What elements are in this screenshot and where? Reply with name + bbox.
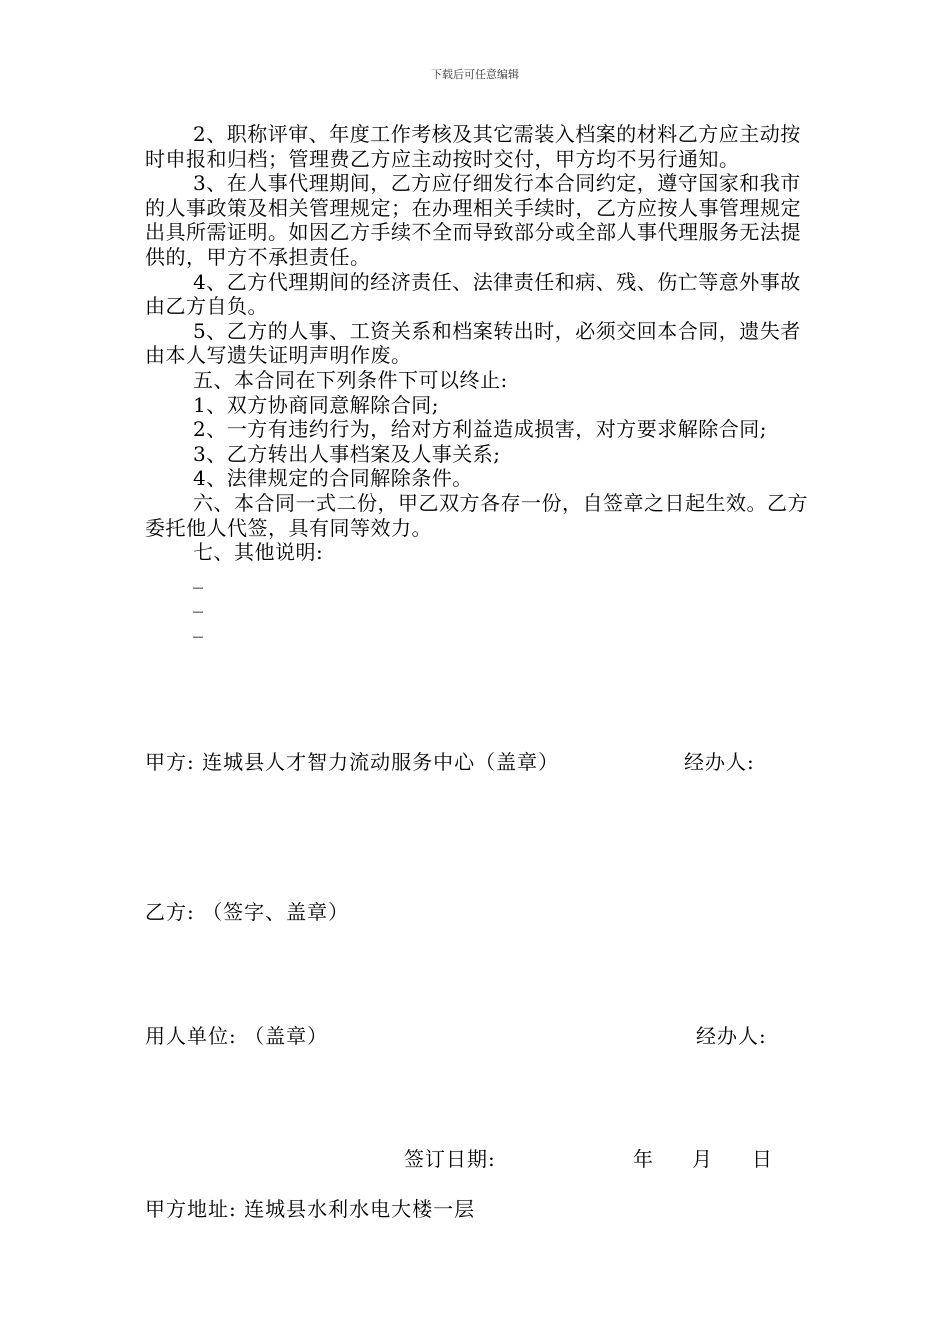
clause-5-4: 4、法律规定的合同解除条件。 [193,466,473,491]
party-a-address: 甲方地址: 连城县水利水电大楼一层 [145,1197,476,1221]
contract-body [145,122,817,638]
date-month: 月 [692,1147,713,1171]
party-b-line: 乙方: （签字、盖章） [145,900,350,924]
clause-5-3: 3、乙方转出人事档案及人事关系; [193,441,501,466]
clause-4-4: 4、乙方代理期间的经济责任、法律责任和病、残、伤亡等意外事故由乙方自负。 [145,269,801,319]
employer-line: 用人单位: （盖章） [145,1024,329,1048]
blank-line: _ [193,613,204,638]
header-note: 下载后可任意编辑 [431,68,519,81]
clause-5-1: 1、双方协商同意解除合同; [193,392,439,417]
section-6: 六、本合同一式二份，甲乙双方各存一份，自签章之日起生效。乙方委托他人代签，具有同等效力。 [145,490,808,540]
clause-5-2: 2、一方有违约行为，给对方利益造成损害，对方要求解除合同; [193,417,767,442]
date-year: 年 [633,1147,654,1171]
clause-4-2: 2、职称评审、年度工作考核及其它需装入档案的材料乙方应主动按时申报和归档；管理费乙方应主动按时交付，甲方均不另行通知。 [145,122,801,171]
date-day: 日 [752,1147,773,1171]
party-a-handler-label: 经办人: [684,750,755,774]
clause-4-3: 3、在人事代理期间，乙方应仔细发行本合同约定，遵守国家和我市的人事政策及相关管理规定；在办理相关手续时，乙方应按人事管理规定出具所需证明。如因乙方手续不全而导致部分或全部人事代理服务无法提供的，甲方不承担责任。 [145,171,801,269]
party-a-line: 甲方: 连城县人才智力流动服务中心（盖章） [145,750,560,774]
section-7-heading: 七、其他说明: [193,540,324,565]
sign-date-label: 签订日期: [404,1147,496,1171]
clause-4-5: 5、乙方的人事、工资关系和档案转出时，必须交回本合同，遗失者由本人写遗失证明声明作废。 [145,318,801,368]
blank-line: _ [193,589,204,614]
section-5-heading: 五、本合同在下列条件下可以终止: [193,367,508,392]
employer-handler-label: 经办人: [696,1024,767,1048]
blank-line: _ [193,564,204,589]
